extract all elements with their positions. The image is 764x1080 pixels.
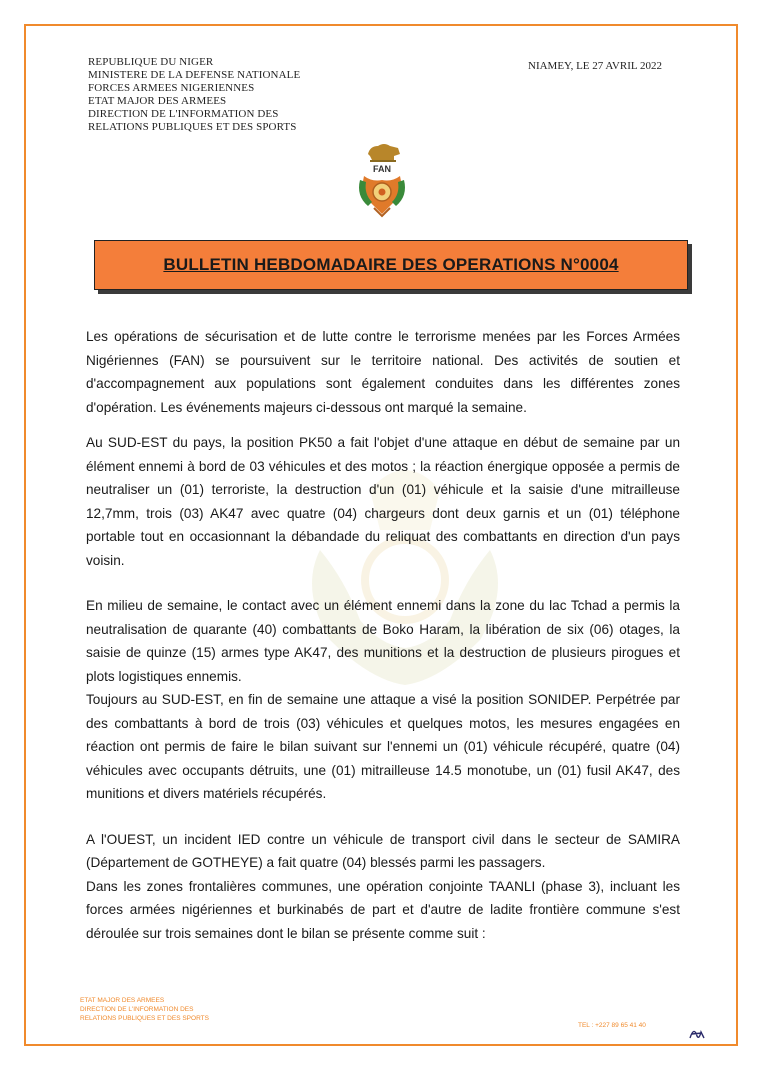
institution-line: MINISTERE DE LA DEFENSE NATIONALE (88, 69, 301, 81)
institution-line: REPUBLIQUE DU NIGER (88, 56, 214, 68)
footer-line: DIRECTION DE L'INFORMATION DES (80, 1006, 194, 1013)
footer-line: RELATIONS PUBLIQUES ET DES SPORTS (80, 1015, 209, 1022)
paragraph: Au SUD-EST du pays, la position PK50 a fait l'objet d'une attaque en début de semaine par un élément ennemi à bord de 03 véhicules et des motos ; la réaction énergique opposée a permis de neutraliser un (01) terroriste, la destruction d'un (01) véhicule et la saisie d'une mitrailleuse 12,7mm, trois (03) AK47 avec quatre (04) chargeurs dont deux garnis et un (01) téléphone portable tout en occasionnant la débandade du reliquat des combattants en direction d'un pays voisin. (86, 435, 680, 568)
institution-line: ETAT MAJOR DES ARMEES (88, 95, 227, 107)
document-date: NIAMEY, LE 27 AVRIL 2022 (528, 60, 662, 72)
svg-text:FAN: FAN (373, 164, 391, 174)
paragraph: Les opérations de sécurisation et de lutte contre le terrorisme menées par les Forces Armées Nigériennes (FAN) se poursuivent sur le territoire national. Des activités de soutien et d'accompagnement aux populations sont également conduites dans les différentes zones d'opération. Les événements majeurs ci-dessous ont marqué la semaine. (86, 329, 680, 415)
signature-icon (688, 1024, 708, 1042)
footer-line: ETAT MAJOR DES ARMEES (80, 997, 165, 1004)
institution-line: DIRECTION DE L'INFORMATION DES (88, 108, 279, 120)
footer-institution (80, 996, 209, 1023)
paragraph: Toujours au SUD-EST, en fin de semaine une attaque a visé la position SONIDEP. Perpétrée par des combattants à bord de trois (03) véhicules et quelques motos, les mesures engagées en réaction ont permis de faire le bilan suivant sur l'ennemi un (01) véhicule récupéré, quatre (04) véhicules avec occupants détruits, une (01) mitrailleuse 14.5 monotube, un (01) fusil AK47, des munitions et divers matériels récupérés. (86, 692, 680, 801)
paragraph: Dans les zones frontalières communes, une opération conjointe TAANLI (phase 3), incluant les forces armées nigériennes et burkinabés de part et d'autre de ladite frontière commune s'est déroulée sur trois semaines dont le bilan se présente comme suit : (86, 878, 680, 941)
bulletin-title: BULLETIN HEBDOMADAIRE DES OPERATIONS N°0004 (163, 255, 619, 274)
footer-telephone: TEL : +227 89 65 41 40 (578, 1022, 646, 1029)
bulletin-title-box (94, 240, 688, 290)
fan-emblem-icon (354, 140, 410, 218)
paragraph: En milieu de semaine, le contact avec un élément ennemi dans la zone du lac Tchad a permis la neutralisation de quarante (40) combattants de Boko Haram, la libération de six (06) otages, la saisie de quinze (15) armes type AK47, des munitions et la destruction de plusieurs pirogues et plots logistiques ennemis. (86, 598, 680, 684)
paragraph: A l'OUEST, un incident IED contre un véhicule de transport civil dans le secteur de SAMIRA (Département de GOTHEYE) a fait quatre (04) blessés parmi les passagers. (86, 831, 680, 870)
institution-line: FORCES ARMEES NIGERIENNES (88, 82, 255, 94)
bulletin-body (86, 325, 680, 945)
institution-line: RELATIONS PUBLIQUES ET DES SPORTS (88, 121, 297, 133)
institution-header (88, 56, 300, 134)
